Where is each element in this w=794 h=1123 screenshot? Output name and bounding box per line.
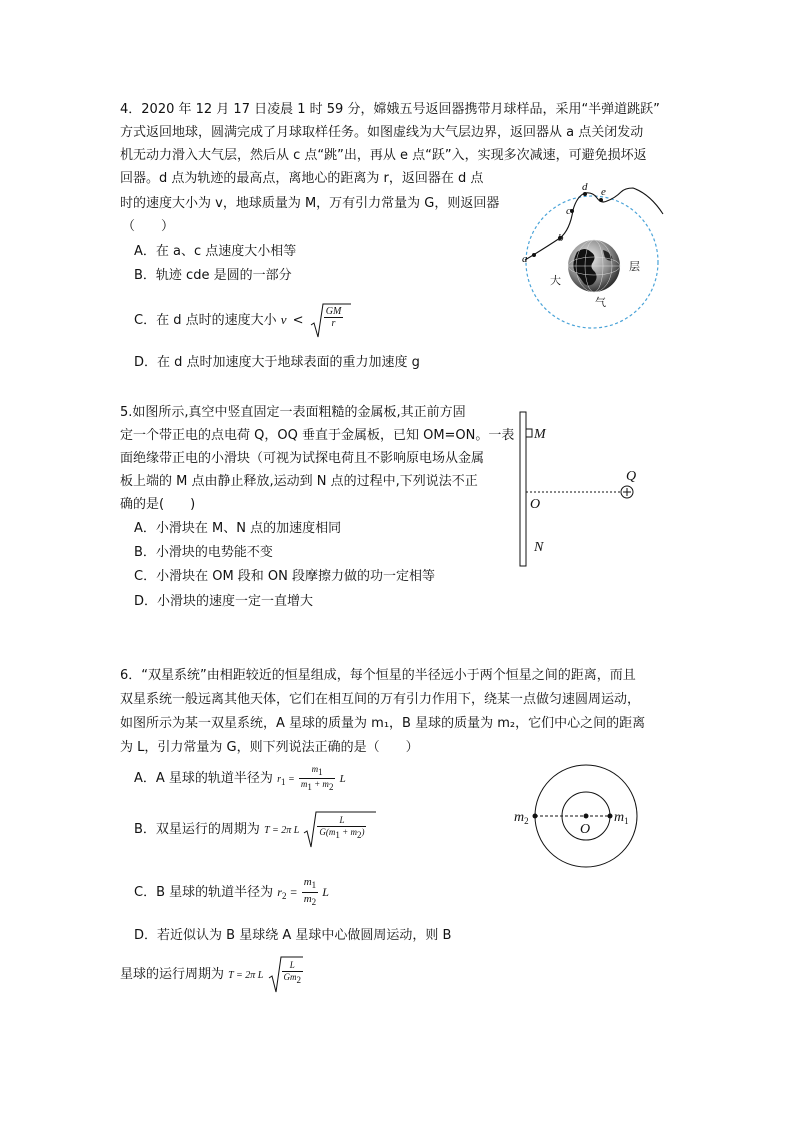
q6-line1: 6．“双星系统”由相距较近的恒星组成，每个恒星的半径远小于两个恒星之间的距离，而且 — [120, 668, 636, 683]
point-o-label: O — [530, 497, 541, 512]
q4-option-b[interactable]: B．轨迹 cde 是圆的一部分 — [134, 268, 292, 283]
q4-option-a[interactable]: A．在 a、c 点速度大小相等 — [134, 244, 297, 259]
q6-option-b[interactable]: B．双星运行的周期为 T = 2π L $\frac{L}{G(m1 + m2)}$ — [134, 810, 377, 850]
q4-option-c-den: r — [331, 317, 336, 329]
q4-option-c-v: v — [280, 312, 287, 327]
q6-line2: 双星系统一般远离其他天体，它们在相互间的万有引力作用下，绕某一点做匀速圆周运动， — [120, 692, 641, 707]
q6-line4: 为 L，引力常量为 G，则下列说法正确的是（ ） — [120, 740, 419, 755]
q5-line5: 确的是( ) — [120, 497, 196, 512]
q6-option-d[interactable]: D．若近似认为 B 星球绕 A 星球中心做圆周运动，则 B — [134, 928, 452, 943]
center-o — [584, 814, 589, 819]
q4-option-c-text: C．在 d 点时的速度大小 — [134, 313, 277, 328]
q4-line4: 回器。d 点为轨迹的最高点，离地心的距离为 r，返回器在 d 点 — [120, 171, 484, 186]
q6-option-c-text: C．B 星球的轨道半径为 — [134, 885, 274, 900]
q5-line2: 定一个带正电的点电荷 Q，OQ 垂直于金属板，已知 OM=ON。一表 — [120, 428, 515, 443]
atmosphere-label-qi: 气 — [595, 297, 606, 309]
q4-option-c-sqrt — [310, 303, 352, 339]
q4-option-d[interactable]: D．在 d 点时加速度大于地球表面的重力加速度 g — [134, 355, 420, 370]
label-m1: $m_1$ — [614, 810, 629, 826]
point-n-label: N — [534, 540, 544, 555]
q6-option-b-text: B．双星运行的周期为 — [134, 822, 260, 837]
point-b-label: b — [558, 232, 564, 244]
slider-block — [526, 429, 532, 437]
point-e-label: e — [601, 186, 606, 198]
q6-line3: 如图所示为某一双星系统，A 星球的质量为 m₁，B 星球的质量为 m₂，它们中心之间的距离 — [120, 716, 646, 731]
q4-line3: 机无动力滑入大气层，然后从 c 点“跳”出，再从 e 点“跃”入，实现多次减速，可避免损坏返 — [120, 148, 647, 163]
point-d-label: d — [582, 181, 588, 193]
metal-plate — [520, 412, 526, 566]
q5-line1: 5.如图所示,真空中竖直固定一表面粗糙的金属板,其正前方固 — [120, 405, 466, 420]
q5-option-c[interactable]: C．小滑块在 OM 段和 ON 段摩擦力做的功一定相等 — [134, 569, 436, 584]
atmosphere-label-da: 大 — [550, 275, 561, 287]
q4-option-c-lt: < — [292, 313, 304, 328]
q5-line3: 面绝缘带正电的小滑块（可视为试探电荷且不影响原电场从金属 — [120, 451, 485, 466]
q5-option-d[interactable]: D．小滑块的速度一定一直增大 — [134, 594, 314, 609]
point-a-label: a — [522, 253, 528, 265]
q6-option-d-cont: 星球的运行周期为 T = 2π L $\frac{L}{Gm2}$ — [120, 955, 304, 995]
q4-figure — [515, 178, 665, 333]
q6-option-a-text: A．A 星球的轨道半径为 — [134, 771, 273, 786]
atmosphere-label-ceng: 层 — [629, 261, 640, 273]
q6-option-a[interactable]: A．A 星球的轨道半径为 r1 = $\frac{m1}{m1 + m2}$ L — [134, 764, 346, 792]
q4-option-c[interactable] — [134, 300, 352, 340]
q4-line2: 方式返回地球，圆满完成了月球取样任务。如图虚线为大气层边界，返回器从 a 点关闭发动 — [120, 125, 644, 140]
q4-option-c-num: GM — [325, 305, 342, 317]
point-c-label: c — [566, 205, 571, 217]
point-q-label: Q — [626, 469, 637, 484]
q5-line4: 板上端的 M 点由静止释放,运动到 N 点的过程中,下列说法不正 — [120, 474, 478, 489]
q5-option-a[interactable]: A．小滑块在 M、N 点的加速度相同 — [134, 521, 342, 536]
q4-paren: （ ） — [122, 219, 175, 234]
q4-line1: 4．2020 年 12 月 17 日凌晨 1 时 59 分，嫦娥五号返回器携带月球样品，采用“半弹道跳跃” — [120, 102, 660, 117]
point-m-label: M — [534, 427, 546, 442]
earth-icon — [568, 240, 620, 292]
q6-figure — [508, 762, 658, 882]
q5-figure — [512, 410, 662, 570]
point-charge-icon — [621, 486, 633, 498]
q6-option-d-text: 星球的运行周期为 — [120, 967, 225, 982]
label-o: O — [580, 822, 591, 837]
q4-line5: 时的速度大小为 v，地球质量为 M，万有引力常量为 G，则返回器 — [120, 196, 500, 211]
star-m1 — [608, 814, 613, 819]
label-m2: $m_2$ — [514, 810, 529, 826]
star-m2 — [533, 814, 538, 819]
q5-option-b[interactable]: B．小滑块的电势能不变 — [134, 545, 273, 560]
q6-option-c[interactable]: C．B 星球的轨道半径为 $r_2$ = $\frac{m_1}{m_2}$ L — [134, 876, 329, 907]
